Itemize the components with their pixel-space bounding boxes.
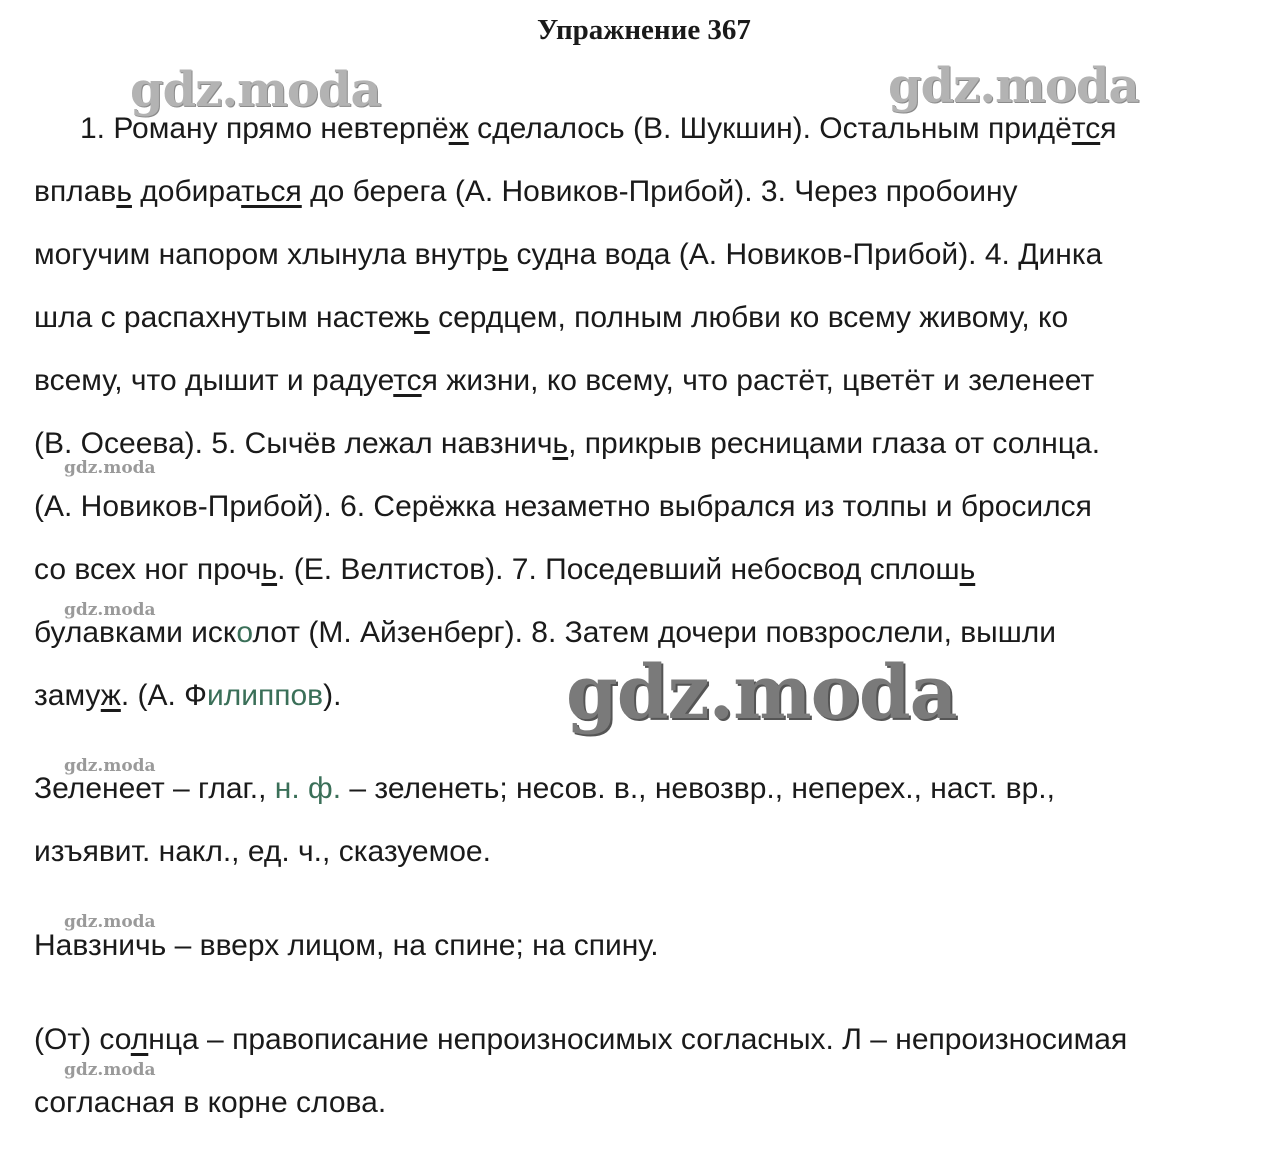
note-line: Навзничь – вверх лицом, на спине; на спину. [34,929,659,962]
watermark: gdz.moda [64,912,156,932]
text-line: могучим напором хлынула внутрь судна вода (А. Новиков-Прибой). 4. Динка [34,238,1103,271]
text-line: всему, что дышит и радуется жизни, ко всему, что растёт, цветёт и зеленеет [34,364,1095,397]
note-line: (От) солнца – правописание непроизносимых согласных. Л – непроизносимая [34,1023,1128,1056]
watermark: gdz.moda [64,1060,156,1080]
note-line: согласная в корне слова. [34,1086,387,1119]
text-line: замуж. (А. Филиппов). [34,679,342,712]
exercise-title: Упражнение 367 [537,14,751,46]
text-line: 1. Роману прямо невтерпёж сделалось (В. Шукшин). Остальным придётся [80,112,1117,145]
note-line: изъявит. накл., ед. ч., сказуемое. [34,835,491,868]
text-line: (В. Осеева). 5. Сычёв лежал навзничь, прикрыв ресницами глаза от солнца. [34,427,1101,460]
watermark: gdz.moda [64,756,156,776]
text-line: шла с распахнутым настежь сердцем, полным любви ко всему живому, ко [34,301,1069,334]
watermark: gdz.moda [64,458,156,478]
text-line: вплавь добираться до берега (А. Новиков-Прибой). 3. Через пробоину [34,175,1018,208]
watermark: gdz.moda [888,58,1139,114]
note-line: Зеленеет – глаг., н. ф. – зеленеть; несов. в., невозвр., неперех., наст. вр., [34,772,1055,805]
text-line: булавками исколот (М. Айзенберг). 8. Затем дочери повзрослели, вышли [34,616,1057,649]
text-line: (А. Новиков-Прибой). 6. Серёжка незаметно выбрался из толпы и бросился [34,490,1092,523]
watermark: gdz.moda [566,650,957,736]
text-line: со всех ног прочь. (Е. Велтистов). 7. Поседевший небосвод сплошь [34,553,976,586]
watermark: gdz.moda [130,62,381,118]
watermark: gdz.moda [64,600,156,620]
